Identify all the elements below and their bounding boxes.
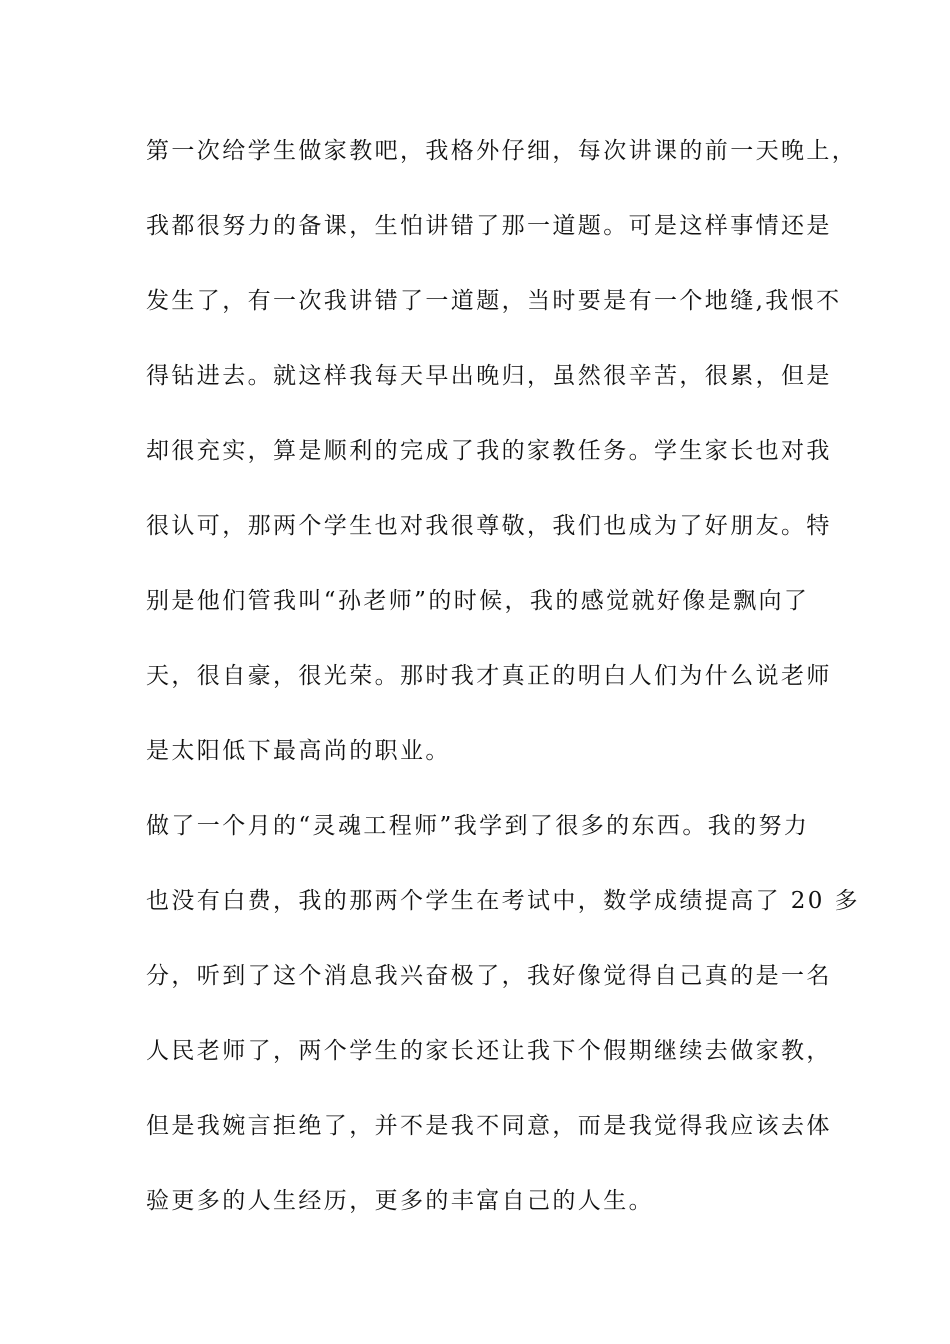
paragraph-1 (146, 129, 858, 804)
text-line: 第一次给学生做家教吧，我格外仔细，每次讲课的前一天晚上， (146, 138, 858, 164)
text-line: 却很充实，算是顺利的完成了我的家教任务。学生家长也对我 (146, 438, 832, 464)
text-line: 别是他们管我叫“孙老师”的时候，我的感觉就好像是飘向了 (146, 588, 810, 614)
paragraph-2 (146, 804, 860, 1254)
text-line: 但是我婉言拒绝了，并不是我不同意，而是我觉得我应该去体 (146, 1113, 832, 1139)
text-line: 很认可，那两个学生也对我很尊敬，我们也成为了好朋友。特 (146, 513, 832, 539)
text-line: 做了一个月的“灵魂工程师”我学到了很多的东西。我的努力 (146, 813, 810, 839)
text-line: 也没有白费，我的那两个学生在考试中，数学成绩提高了 20 多 (146, 888, 860, 914)
document-body (146, 129, 860, 1254)
text-line: 天，很自豪，很光荣。那时我才真正的明白人们为什么说老师 (146, 663, 832, 689)
text-line: 我都很努力的备课，生怕讲错了那一道题。可是这样事情还是 (146, 213, 832, 239)
text-line: 得钻进去。就这样我每天早出晚归，虽然很辛苦，很累，但是 (146, 363, 832, 389)
text-line: 验更多的人生经历，更多的丰富自己的人生。 (146, 1188, 654, 1214)
text-line: 是太阳低下最高尚的职业。 (146, 738, 451, 764)
text-line: 人民老师了，两个学生的家长还让我下个假期继续去做家教， (146, 1038, 832, 1064)
text-line: 发生了，有一次我讲错了一道题，当时要是有一个地缝,我恨不 (146, 288, 842, 314)
text-line: 分，听到了这个消息我兴奋极了，我好像觉得自己真的是一名 (146, 963, 832, 989)
